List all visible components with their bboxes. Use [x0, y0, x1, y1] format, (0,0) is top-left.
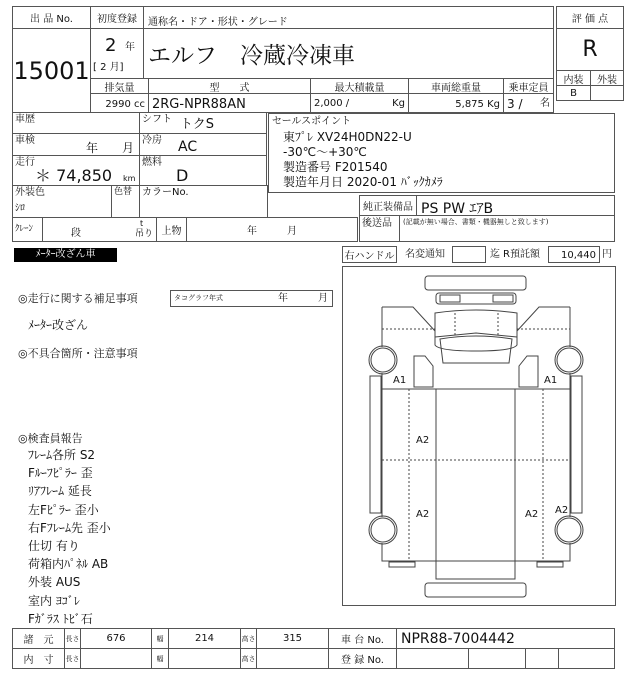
later-label: 後送品: [362, 218, 392, 229]
damage-mark: A2: [555, 505, 569, 516]
color-change-label: 色替: [114, 187, 133, 197]
crane-t: t: [140, 219, 144, 228]
inner-length-label: 長さ: [64, 648, 81, 669]
reg-cell: [396, 648, 469, 669]
inspector-line: ﾌﾚｰﾑ各所 S2: [28, 448, 96, 462]
fuel-label: 燃料: [142, 157, 162, 168]
mileage-label: 走行: [15, 157, 35, 168]
ac-label: 冷房: [142, 135, 162, 146]
reg-cell: [525, 648, 559, 669]
chassis-number: NPR88-7004442: [396, 628, 615, 649]
fuel-cell: [139, 155, 267, 186]
name-label: 通称名・ドア・形状・グレード: [143, 6, 554, 29]
history-cell: [12, 112, 140, 134]
first-reg-year: 2: [105, 35, 117, 56]
inner-label: 内 寸: [12, 648, 65, 669]
inspector-line: 室内 ﾖｺﾞﾚ: [28, 593, 80, 608]
inner-height-value: [256, 648, 329, 669]
max-load: 2,000 /: [314, 98, 350, 109]
later-value: [399, 215, 615, 242]
color-change-cell: [111, 185, 140, 218]
inspector-lines: [28, 446, 111, 628]
shift-cell: [139, 112, 267, 134]
capacity: 3 /: [507, 97, 523, 111]
overall-score: R: [556, 28, 624, 71]
inner-height-label: 高さ: [240, 648, 257, 669]
height-value: 315: [256, 628, 329, 649]
lot-number: 15001: [12, 28, 91, 113]
name-change-box: [452, 246, 486, 263]
crane-suspend: 吊り: [135, 229, 154, 239]
first-reg-cell: [90, 28, 144, 79]
later-cell: [359, 215, 400, 242]
until-label: 迄: [490, 249, 500, 260]
inspector-line: 外装 AUS: [28, 575, 81, 590]
capacity-label: 乗車定員: [503, 78, 554, 94]
color-no-cell: [139, 185, 268, 218]
inspector-line: Fﾙｰﾌﾋﾟﾗｰ 歪: [28, 466, 93, 481]
inspector-line: Fｶﾞﾗｽ ﾄﾋﾞ石: [28, 611, 93, 626]
recycle-value: 10,440: [548, 246, 600, 263]
shift-label: シフト: [142, 114, 172, 125]
inner-width-value: [168, 648, 241, 669]
width-value: 214: [168, 628, 241, 649]
driving-title: ◎走行に関する補足事項: [18, 292, 138, 305]
truck-outline-icon: [343, 267, 615, 605]
sales-point-box: [268, 113, 615, 193]
color-no-label: カラーNo.: [142, 187, 189, 198]
dims-label: 諸 元: [12, 628, 65, 649]
gross-weight: 5,875 Kg: [408, 93, 504, 113]
fuel-value: D: [176, 166, 189, 185]
damage-mark: A1: [544, 375, 558, 386]
first-reg-month: [ 2 月]: [93, 62, 124, 73]
model-code: 2RG-NPR88AN: [148, 93, 311, 113]
year-unit: 年: [125, 42, 135, 53]
damage-diagram: [342, 266, 616, 606]
recycle-label: R預託額: [503, 249, 540, 260]
length-label: 長さ: [64, 628, 81, 649]
history-label: 車歴: [15, 114, 35, 125]
height-label: 高さ: [240, 628, 257, 649]
tacho-value: 年 月: [278, 293, 328, 304]
crane-cell: [42, 217, 157, 242]
capacity-unit: 名: [540, 98, 550, 109]
sales-point-line: -30℃～+30℃: [283, 145, 367, 159]
score-label: 評 価 点: [556, 6, 624, 29]
body-date: 年 月: [186, 217, 358, 242]
inspection-label: 車検: [15, 135, 35, 146]
damage-mark: A1: [393, 375, 407, 386]
exterior-label: 外装: [590, 70, 624, 86]
displacement: 2990 cc: [90, 93, 149, 113]
sales-point-label: セールスポイント: [272, 116, 352, 127]
defects-title: ◎不具合箇所・注意事項: [18, 347, 138, 360]
kg-unit: Kg: [392, 98, 405, 109]
sales-point-line: 製造年月日 2020-01 ﾊﾞｯｸｶﾒﾗ: [283, 175, 443, 189]
inner-width-label: 幅: [151, 648, 169, 669]
model-code-label: 型 式: [148, 78, 311, 94]
damage-mark: A2: [525, 509, 539, 520]
shift-value: トクS: [180, 117, 214, 132]
rhd-badge: 右ハンドル: [342, 246, 397, 263]
capacity-cell: [503, 93, 554, 113]
interior-label: 内装: [556, 70, 591, 86]
chassis-label: 車 台 No.: [328, 628, 397, 649]
displacement-label: 排気量: [90, 78, 149, 94]
exterior-score: [590, 85, 624, 101]
damage-mark: A2: [416, 435, 430, 446]
crane-stage: 段: [71, 228, 81, 239]
sales-point-line: 東ﾌﾟﾚ XV24H0DN22-U: [283, 130, 412, 144]
later-note: (記載が無い場合、書類・機器無しと致します): [403, 218, 549, 226]
gross-weight-label: 車両総重量: [408, 78, 504, 94]
lot-label: 出 品 No.: [12, 6, 91, 29]
tacho-box: [170, 290, 333, 307]
inspector-title: ◎検査員報告: [18, 432, 83, 445]
inspector-line: ﾘｱﾌﾚｰﾑ 延長: [28, 484, 92, 499]
crane-label-cell: [12, 217, 43, 242]
color-cell: [12, 185, 112, 218]
equipment-label: 純正装備品: [359, 195, 417, 216]
reg-cell: [558, 648, 615, 669]
mileage-unit: km: [123, 174, 136, 183]
yen-label: 円: [602, 249, 612, 260]
body-label: 上物: [156, 217, 187, 242]
name-change-label: 名変通知: [405, 249, 445, 260]
reg-cell: [468, 648, 526, 669]
width-label: 幅: [151, 628, 169, 649]
mileage-cell: [12, 155, 140, 186]
color-value: ｼﾛ: [15, 203, 25, 214]
tacho-label: タコグラフ年式: [174, 294, 223, 302]
equipment-value: PS PW ｴｱB: [416, 195, 615, 216]
crane-label: ｸﾚｰﾝ: [15, 224, 34, 234]
reg-label: 登 録 No.: [328, 648, 397, 669]
first-reg-label: 初度登録: [90, 6, 144, 29]
color-label: 外装色: [15, 187, 45, 198]
max-load-cell: [310, 93, 409, 113]
ac-cell: [139, 133, 267, 156]
inner-length-value: [80, 648, 152, 669]
sales-point-line: 製造番号 F201540: [283, 160, 388, 174]
inspector-line: 右Fﾌﾚｰﾑ先 歪小: [28, 520, 111, 535]
length-value: 676: [80, 628, 152, 649]
ac-value: AC: [178, 139, 198, 155]
sales-point-lines: [283, 130, 443, 190]
max-load-label: 最大積載量: [310, 78, 409, 94]
model-name: エルフ 冷蔵冷凍車: [143, 28, 554, 79]
inspector-line: 荷箱内ﾊﾟﾈﾙ AB: [28, 557, 109, 572]
meter-tampered-badge: ﾒｰﾀｰ改ざん車: [14, 248, 117, 262]
driving-note: ﾒｰﾀｰ改ざん: [28, 318, 89, 332]
inspection-cell: [12, 133, 140, 156]
damage-mark: A2: [416, 509, 430, 520]
mileage-value: ＊ 74,850: [35, 166, 113, 185]
inspector-line: 左Fﾋﾟﾗｰ 歪小: [28, 502, 99, 517]
interior-score: B: [556, 85, 591, 101]
inspector-line: 仕切 有り: [28, 539, 80, 554]
inspection-value: 年 月: [85, 141, 134, 155]
